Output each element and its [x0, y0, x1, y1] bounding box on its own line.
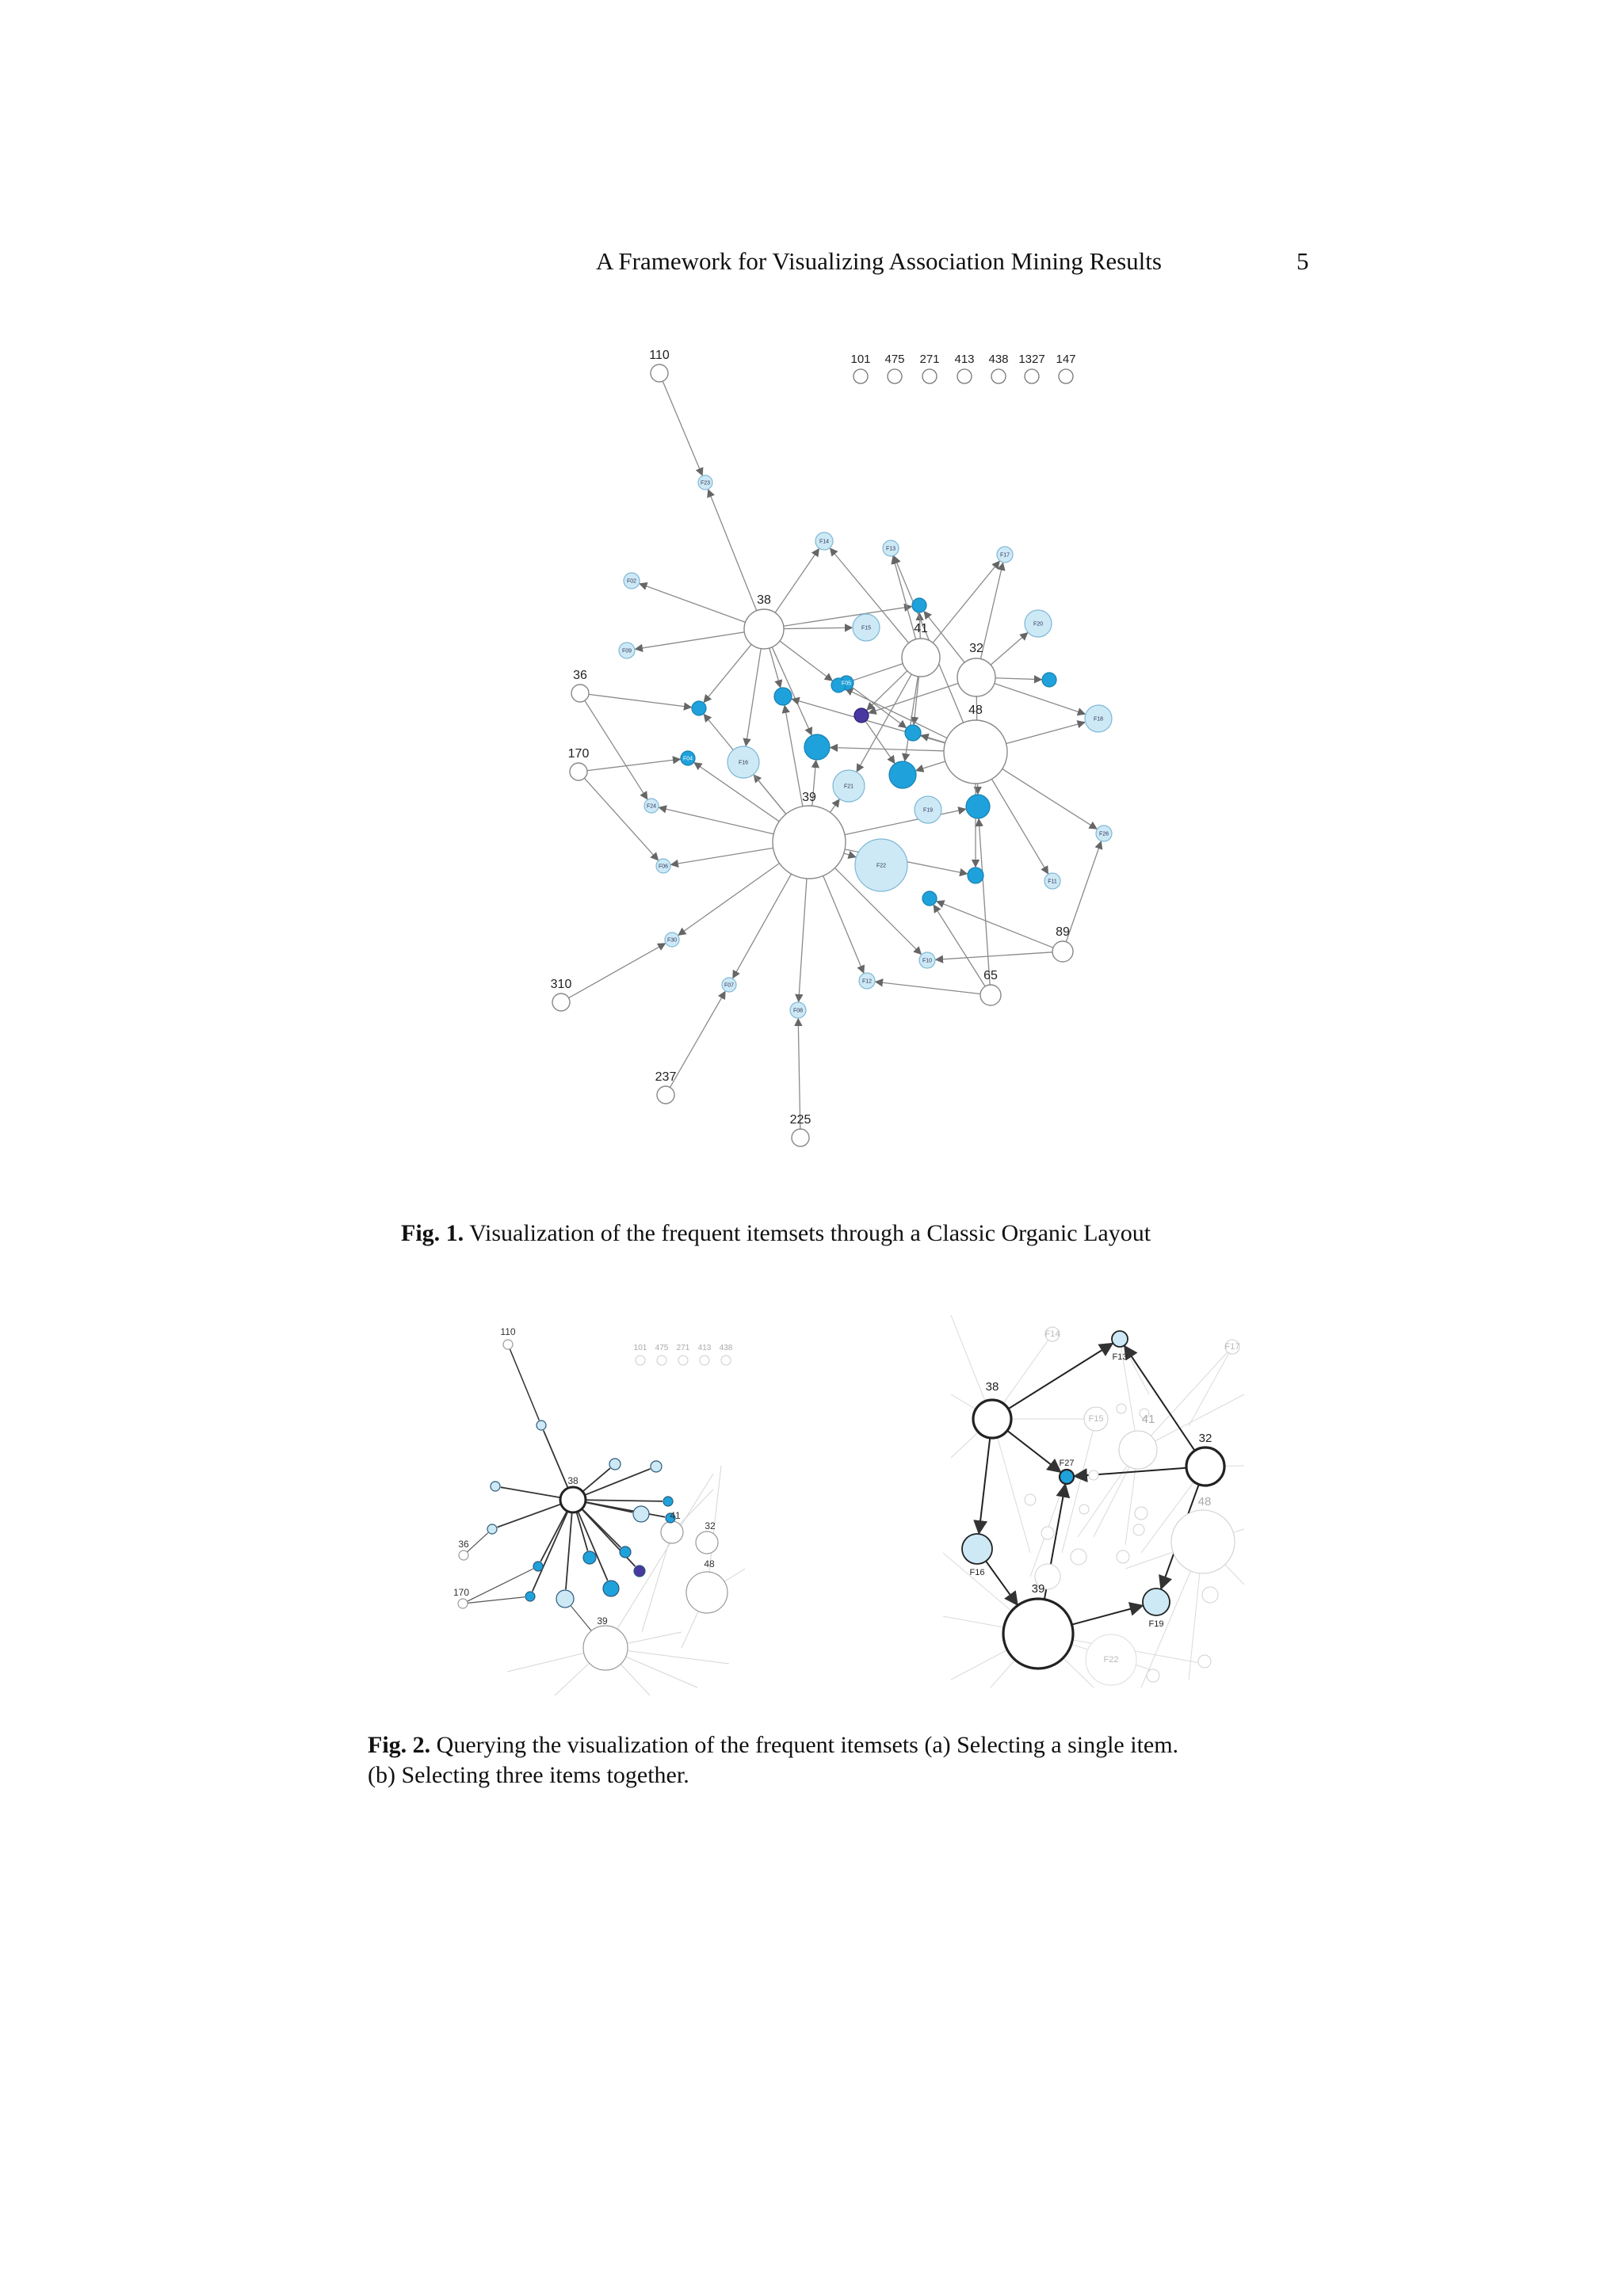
item-label: 110: [500, 1326, 516, 1337]
item-label: 32: [705, 1520, 716, 1531]
figure-2-caption-line2: (b) Selecting three items together.: [368, 1762, 689, 1788]
itemset-node: [774, 688, 792, 705]
faded-edge: [992, 1419, 1030, 1553]
item-node: [560, 1487, 586, 1512]
item-label: 32: [1198, 1432, 1212, 1445]
edge: [922, 735, 945, 742]
isolated-item-label: 475: [655, 1344, 669, 1352]
item-label: 65: [983, 969, 998, 982]
page-header: [0, 247, 1623, 287]
edge: [980, 563, 1002, 659]
item-label: 41: [1141, 1413, 1155, 1426]
item-node: [661, 1521, 683, 1543]
figure-1-caption-text: Visualization of the frequent itemsets through a Classic Organic Layout: [469, 1220, 1151, 1246]
edge: [995, 684, 1085, 715]
running-title: A Framework for Visualizing Association Mining Results: [596, 247, 1162, 275]
itemset-node: [583, 1551, 596, 1564]
item-label: 39: [597, 1615, 608, 1627]
faded-node: [1147, 1669, 1159, 1682]
item-node: [696, 1531, 718, 1554]
isolated-item-node: [721, 1356, 731, 1365]
edges: [569, 381, 1102, 1129]
isolated-item-node: [636, 1356, 645, 1365]
itemset-label: F06: [658, 864, 669, 870]
isolated-item-label: 147: [1056, 353, 1076, 366]
faded-node: [1135, 1507, 1148, 1520]
itemset-label: F04: [682, 756, 693, 762]
item-node: [792, 1129, 809, 1146]
isolated-item-node: [922, 369, 937, 383]
itemset-label: F24: [646, 803, 657, 810]
item-label: 170: [567, 747, 590, 761]
edge: [867, 671, 907, 710]
edge: [831, 748, 944, 751]
edge: [510, 1349, 539, 1421]
isolated-item-node: [678, 1356, 688, 1365]
edge: [746, 649, 761, 746]
edge: [636, 632, 744, 649]
edge: [467, 1569, 533, 1601]
edge: [936, 952, 1052, 959]
edge: [640, 584, 745, 623]
edge: [784, 627, 852, 628]
isolated-item-label: 101: [633, 1344, 647, 1352]
itemset-node: [966, 795, 990, 818]
item-label: 48: [704, 1558, 715, 1569]
edge: [566, 1512, 572, 1589]
faded-node: [1089, 1470, 1098, 1480]
figure-1-network: [539, 341, 1141, 1157]
itemset-node: [912, 598, 926, 612]
edge: [799, 879, 807, 1001]
itemset-node: [854, 708, 869, 723]
item-node: [1186, 1447, 1224, 1486]
item-node: [651, 364, 668, 382]
itemset-label: F22: [876, 863, 887, 869]
item-node: [1003, 1599, 1073, 1669]
figure-1-label: Fig. 1.: [401, 1220, 464, 1246]
edge: [785, 706, 803, 807]
itemset-label: F17: [999, 552, 1010, 559]
edge: [582, 1508, 621, 1547]
itemset-node: [968, 868, 983, 883]
itemset-label: F02: [626, 578, 637, 585]
edge: [991, 633, 1027, 665]
item-label: 41: [670, 1510, 681, 1521]
figure-2-label: Fig. 2.: [368, 1732, 431, 1758]
edge: [670, 992, 725, 1088]
figure-2b-network: [935, 1299, 1252, 1695]
edge: [1071, 1606, 1142, 1625]
itemset-label: F23: [700, 480, 711, 486]
faded-edge: [1059, 1419, 1096, 1553]
item-label: 36: [573, 669, 587, 682]
edge: [845, 809, 965, 834]
page-number: 5: [1296, 247, 1309, 275]
edge: [916, 761, 945, 771]
edge: [894, 556, 963, 723]
edge: [589, 694, 691, 707]
itemset-node: [804, 734, 830, 760]
item-label: 32: [969, 642, 983, 655]
item-label: 89: [1056, 925, 1070, 939]
item-label: 39: [802, 791, 816, 804]
edge: [498, 1504, 561, 1527]
itemset-label: F07: [724, 982, 735, 989]
edge: [995, 678, 1041, 680]
isolated-item-label: 1327: [1018, 353, 1045, 366]
edge: [468, 1597, 525, 1604]
itemset-label: F16: [738, 760, 749, 766]
faded-node: [1079, 1505, 1089, 1514]
edge: [846, 664, 903, 683]
nodes: [552, 364, 1112, 1146]
itemset-label: F17: [1224, 1342, 1240, 1352]
itemset-label: F10: [922, 958, 933, 964]
item-node: [686, 1572, 727, 1613]
item-node: [570, 763, 587, 780]
edge: [1066, 841, 1101, 941]
isolated-item-node: [1025, 369, 1039, 383]
edge: [893, 557, 916, 639]
item-label: 110: [649, 349, 670, 362]
edge: [857, 674, 911, 772]
itemset-node: [609, 1459, 621, 1470]
edge: [869, 684, 958, 713]
isolated-item-node: [957, 369, 972, 383]
edge: [586, 1500, 663, 1501]
item-label: 48: [1197, 1495, 1212, 1508]
itemset-label: F21: [843, 784, 854, 790]
figure-2-caption: [368, 1730, 1311, 1791]
itemset-node: [525, 1592, 535, 1601]
edge: [584, 778, 658, 860]
faded-node: [1133, 1524, 1144, 1535]
edge: [678, 864, 779, 936]
item-label: 48: [968, 704, 983, 717]
isolated-item-label: 413: [697, 1344, 712, 1352]
itemset-node: [1042, 673, 1056, 687]
edge: [467, 1533, 487, 1552]
edge: [937, 902, 1053, 948]
itemset-node: [533, 1562, 543, 1571]
edge: [933, 562, 999, 643]
itemset-label: F30: [666, 937, 678, 944]
faded-edge: [605, 1474, 713, 1648]
itemset-label: F26: [1098, 831, 1109, 837]
edge: [979, 819, 990, 985]
item-node: [1171, 1510, 1235, 1573]
item-node: [973, 1400, 1011, 1438]
isolated-item-label: 475: [884, 353, 905, 366]
isolated-item-node: [854, 369, 868, 383]
edge: [704, 644, 751, 702]
isolated-item-label: 438: [988, 353, 1009, 366]
itemset-label: F15: [1088, 1414, 1104, 1424]
item-node: [957, 658, 995, 696]
isolated-item-node: [991, 369, 1006, 383]
faded-node: [1198, 1655, 1211, 1668]
edge: [775, 549, 819, 612]
item-node: [552, 994, 570, 1011]
item-node: [744, 609, 784, 649]
figure-1-caption: [401, 1219, 1151, 1249]
edge: [659, 807, 773, 833]
item-label: 310: [550, 978, 572, 991]
itemset-label: F13: [885, 546, 896, 552]
edge: [1008, 1344, 1112, 1409]
item-node: [503, 1340, 513, 1349]
isolated-item-node: [1059, 369, 1073, 383]
item-label: 225: [789, 1113, 812, 1127]
edge: [663, 381, 702, 475]
edge: [569, 944, 666, 998]
item-node: [571, 685, 589, 702]
itemset-node: [1143, 1589, 1170, 1615]
edge: [571, 1606, 592, 1630]
itemset-label: F14: [1044, 1329, 1060, 1339]
faded-node: [1117, 1550, 1129, 1563]
itemset-node: [487, 1524, 497, 1534]
itemset-node: [1060, 1470, 1074, 1484]
edge: [501, 1487, 560, 1497]
edge: [780, 641, 832, 681]
edge: [586, 1502, 665, 1517]
edge: [533, 1512, 568, 1592]
itemset-node: [634, 1566, 645, 1577]
faded-node: [1202, 1587, 1218, 1603]
item-label: 170: [453, 1587, 470, 1598]
item-node: [1052, 941, 1073, 962]
item-node: [902, 639, 940, 677]
item-label: 39: [1031, 1582, 1045, 1596]
itemset-label: F27: [1059, 1459, 1075, 1468]
isolated-item-label: 101: [850, 353, 871, 366]
item-node: [458, 1599, 468, 1608]
isolated-item-label: 271: [919, 353, 940, 366]
edge: [1006, 723, 1085, 744]
itemset-label: F09: [621, 648, 632, 654]
edge: [844, 853, 856, 857]
faded-edge: [1189, 1347, 1232, 1426]
itemset-label: F12: [861, 978, 873, 985]
edge: [708, 490, 757, 611]
itemset-node: [620, 1547, 631, 1558]
item-node: [773, 806, 846, 879]
edge: [979, 1438, 990, 1533]
item-label: 41: [914, 622, 928, 635]
faded-edge: [1138, 1347, 1232, 1450]
itemset-node: [633, 1506, 649, 1522]
itemset-node: [537, 1421, 546, 1430]
edge: [582, 1468, 610, 1491]
edge: [986, 1561, 1018, 1604]
item-label: 237: [655, 1070, 677, 1084]
itemset-label: F13: [1112, 1352, 1128, 1362]
itemset-label: F08: [792, 1008, 804, 1014]
itemset-node: [491, 1482, 500, 1491]
edge: [876, 982, 980, 994]
itemset-node: [1112, 1331, 1128, 1347]
isolated-item-node: [657, 1356, 666, 1365]
itemset-node: [603, 1581, 619, 1596]
faded-node: [1041, 1527, 1054, 1539]
item-label: 36: [458, 1539, 469, 1550]
itemset-node: [889, 761, 916, 788]
item-label: 38: [757, 593, 771, 607]
item-node: [583, 1626, 628, 1670]
itemset-node: [922, 891, 937, 906]
figure-2a-network: [444, 1315, 745, 1695]
item-node: [657, 1086, 674, 1104]
itemset-label: F14: [819, 539, 830, 545]
item-node: [1119, 1431, 1157, 1469]
labels: [551, 349, 1109, 1127]
item-node: [459, 1550, 468, 1560]
edge: [585, 700, 647, 799]
itemset-node: [692, 701, 706, 715]
edge: [544, 1430, 568, 1488]
edge: [1007, 1431, 1060, 1472]
itemset-label: F18: [1093, 716, 1104, 723]
isolated-item-label: 271: [676, 1344, 690, 1352]
itemset-node: [651, 1461, 662, 1472]
itemset-node: [905, 725, 921, 741]
itemset-label: F19: [1148, 1619, 1164, 1629]
itemset-label: F05: [841, 681, 852, 687]
isolated-item-node: [700, 1356, 709, 1365]
edge: [540, 1511, 567, 1562]
itemset-label: F22: [1103, 1655, 1119, 1665]
itemset-node: [962, 1534, 992, 1564]
edge: [991, 779, 1048, 873]
figure-2-caption-line1: Querying the visualization of the frequent itemsets (a) Selecting a single item.: [436, 1732, 1179, 1758]
faded-node: [1071, 1549, 1086, 1565]
isolated-item-node: [888, 369, 902, 383]
item-label: 38: [985, 1380, 999, 1394]
itemset-node: [663, 1497, 673, 1506]
faded-node: [1025, 1494, 1036, 1505]
item-node: [980, 985, 1001, 1005]
item-node: [944, 720, 1007, 784]
item-label: 38: [567, 1475, 579, 1486]
edge: [671, 848, 773, 864]
itemset-label: F19: [922, 807, 934, 814]
edge: [587, 759, 680, 770]
itemset-label: F15: [861, 625, 872, 631]
edge: [830, 799, 838, 812]
itemset-label: F20: [1033, 621, 1044, 627]
itemset-label: F16: [969, 1568, 985, 1577]
faded-node: [1117, 1404, 1126, 1413]
itemset-node: [556, 1590, 574, 1608]
isolated-item-label: 413: [954, 353, 975, 366]
itemset-label: F11: [1048, 879, 1057, 885]
isolated-item-label: 438: [719, 1344, 733, 1352]
